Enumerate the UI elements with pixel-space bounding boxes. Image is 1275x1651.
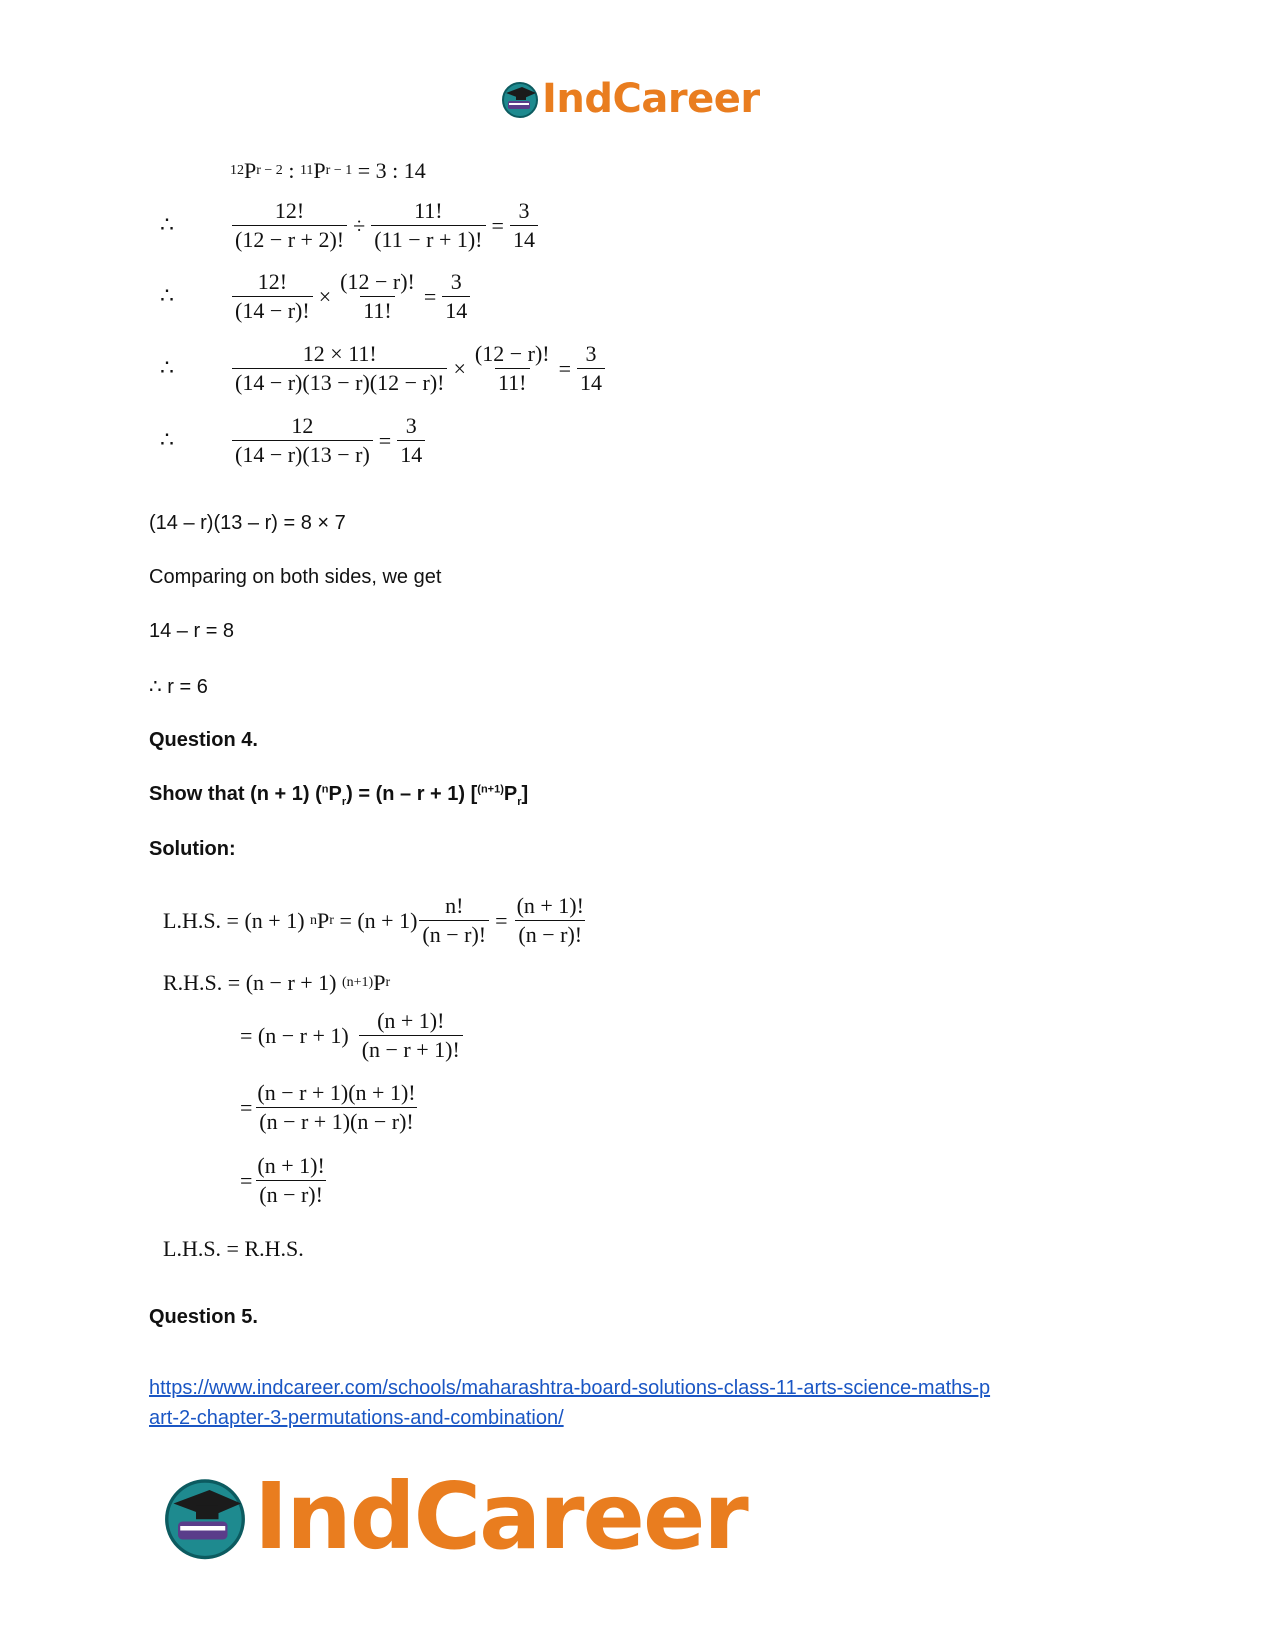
equation-line-1: $\frac{12!}{(12 - r + 2)!}$ ÷ $\frac{11!}{(11 - r + 1)!}$ = $\frac{3}{14}$ xyxy=(230,198,540,253)
solution-label: Solution: xyxy=(149,838,236,860)
equation-line-3: $\frac{12 \times 11!}{(14 - r)(13 - r)(12 - r)!}$ × $\frac{(12 - r)!}{11!}$ = $\frac{3}{14}$ xyxy=(230,341,607,396)
conclusion-line: L.H.S. = R.H.S. xyxy=(163,1236,304,1261)
fraction: $\frac{3}{14}$ xyxy=(442,269,470,324)
equation-line-4: $\frac{12}{(14 - r)(13 - r)}$ = $\frac{3}{14}$ xyxy=(230,413,427,468)
fraction: $\frac{(12 - r)!}{11!}$ xyxy=(340,269,415,323)
text-equation-product: (14 – r)(13 – r) = 8 × 7 xyxy=(149,512,346,534)
lhs-line: L.H.S. = (n + 1) n P r = (n + 1) $\frac{n!}{(n - r)!}$ = $\frac{(n + 1)!}{(n - r)!}$ xyxy=(163,893,589,948)
text-equation-r: 14 – r = 8 xyxy=(149,620,235,642)
fraction: $\frac{(n + 1)!}{(n - r)!}$ xyxy=(516,893,584,947)
fraction: $\frac{(n + 1)!}{(n - r + 1)!}$ xyxy=(359,1008,463,1063)
rhs-step-1: = (n − r + 1) $\frac{(n + 1)!}{(n - r + 1)!}$ xyxy=(240,1008,465,1063)
logo-wordmark: IndCareer xyxy=(254,1463,747,1570)
therefore-symbol: ∴ xyxy=(160,212,174,237)
logo-wordmark: IndCareer xyxy=(542,76,760,122)
header-logo xyxy=(500,76,760,122)
equation-line-2: $\frac{12!}{(14 - r)!}$ × $\frac{(12 - r)!}{11!}$ = $\frac{3}{14}$ xyxy=(230,269,472,324)
fraction: $\frac{3}{14}$ xyxy=(577,341,605,396)
fraction: $\frac{12 \times 11!}{(14 - r)(13 - r)(12 - r)!}$ xyxy=(232,341,447,396)
text-result: ∴ r = 6 xyxy=(149,676,208,698)
rhs-line: R.H.S. = (n − r + 1) (n+1) P r xyxy=(163,970,391,995)
therefore-symbol: ∴ xyxy=(160,355,174,380)
source-link[interactable] xyxy=(149,1373,1129,1433)
source-link-line-2[interactable]: art-2-chapter-3-permutations-and-combination/ xyxy=(149,1407,564,1429)
fraction: $\frac{12!}{(14 - r)!}$ xyxy=(232,269,313,324)
graduation-cap-book-icon xyxy=(500,79,540,119)
question-4-heading: Question 4. xyxy=(149,729,258,751)
footer-logo xyxy=(160,1463,747,1570)
fraction: $\frac{12!}{(12 - r + 2)!}$ xyxy=(232,198,347,253)
fraction: $\frac{n!}{(n - r)!}$ xyxy=(419,893,489,948)
question-5-heading: Question 5. xyxy=(149,1306,258,1328)
equation-line-0: 12 P r − 2 : 11 P r − 1 = 3 : 14 xyxy=(230,158,426,183)
source-link-line-1[interactable]: https://www.indcareer.com/schools/maharashtra-board-solutions-class-11-arts-science-maths-p xyxy=(149,1377,991,1399)
fraction: $\frac{11!}{(11 - r + 1)!}$ xyxy=(371,198,485,253)
fraction: $\frac{(12 - r)!}{11!}$ xyxy=(474,341,550,395)
fraction: $\frac{3}{14}$ xyxy=(397,413,425,468)
therefore-symbol: ∴ xyxy=(160,283,174,308)
rhs-step-3: = $\frac{(n + 1)!}{(n - r)!}$ xyxy=(240,1153,330,1208)
therefore-symbol: ∴ xyxy=(160,427,174,452)
question-4-statement: Show that (n + 1) $(^nP_r) = (n - r + 1)$ $[^{(n+1)}P_r]$ xyxy=(149,783,529,808)
rhs-step-2: = $\frac{(n - r + 1)(n + 1)!}{(n - r + 1)(n - r)!}$ xyxy=(240,1080,421,1135)
fraction: $\frac{3}{14}$ xyxy=(510,198,538,253)
graduation-cap-book-icon xyxy=(160,1472,250,1562)
fraction: $\frac{(n - r + 1)(n + 1)!}{(n - r + 1)(n - r)!}$ xyxy=(257,1080,416,1134)
text-comparing: Comparing on both sides, we get xyxy=(149,566,442,588)
fraction: $\frac{(n + 1)!}{(n - r)!}$ xyxy=(257,1153,325,1207)
fraction: $\frac{12}{(14 - r)(13 - r)}$ xyxy=(232,413,373,468)
